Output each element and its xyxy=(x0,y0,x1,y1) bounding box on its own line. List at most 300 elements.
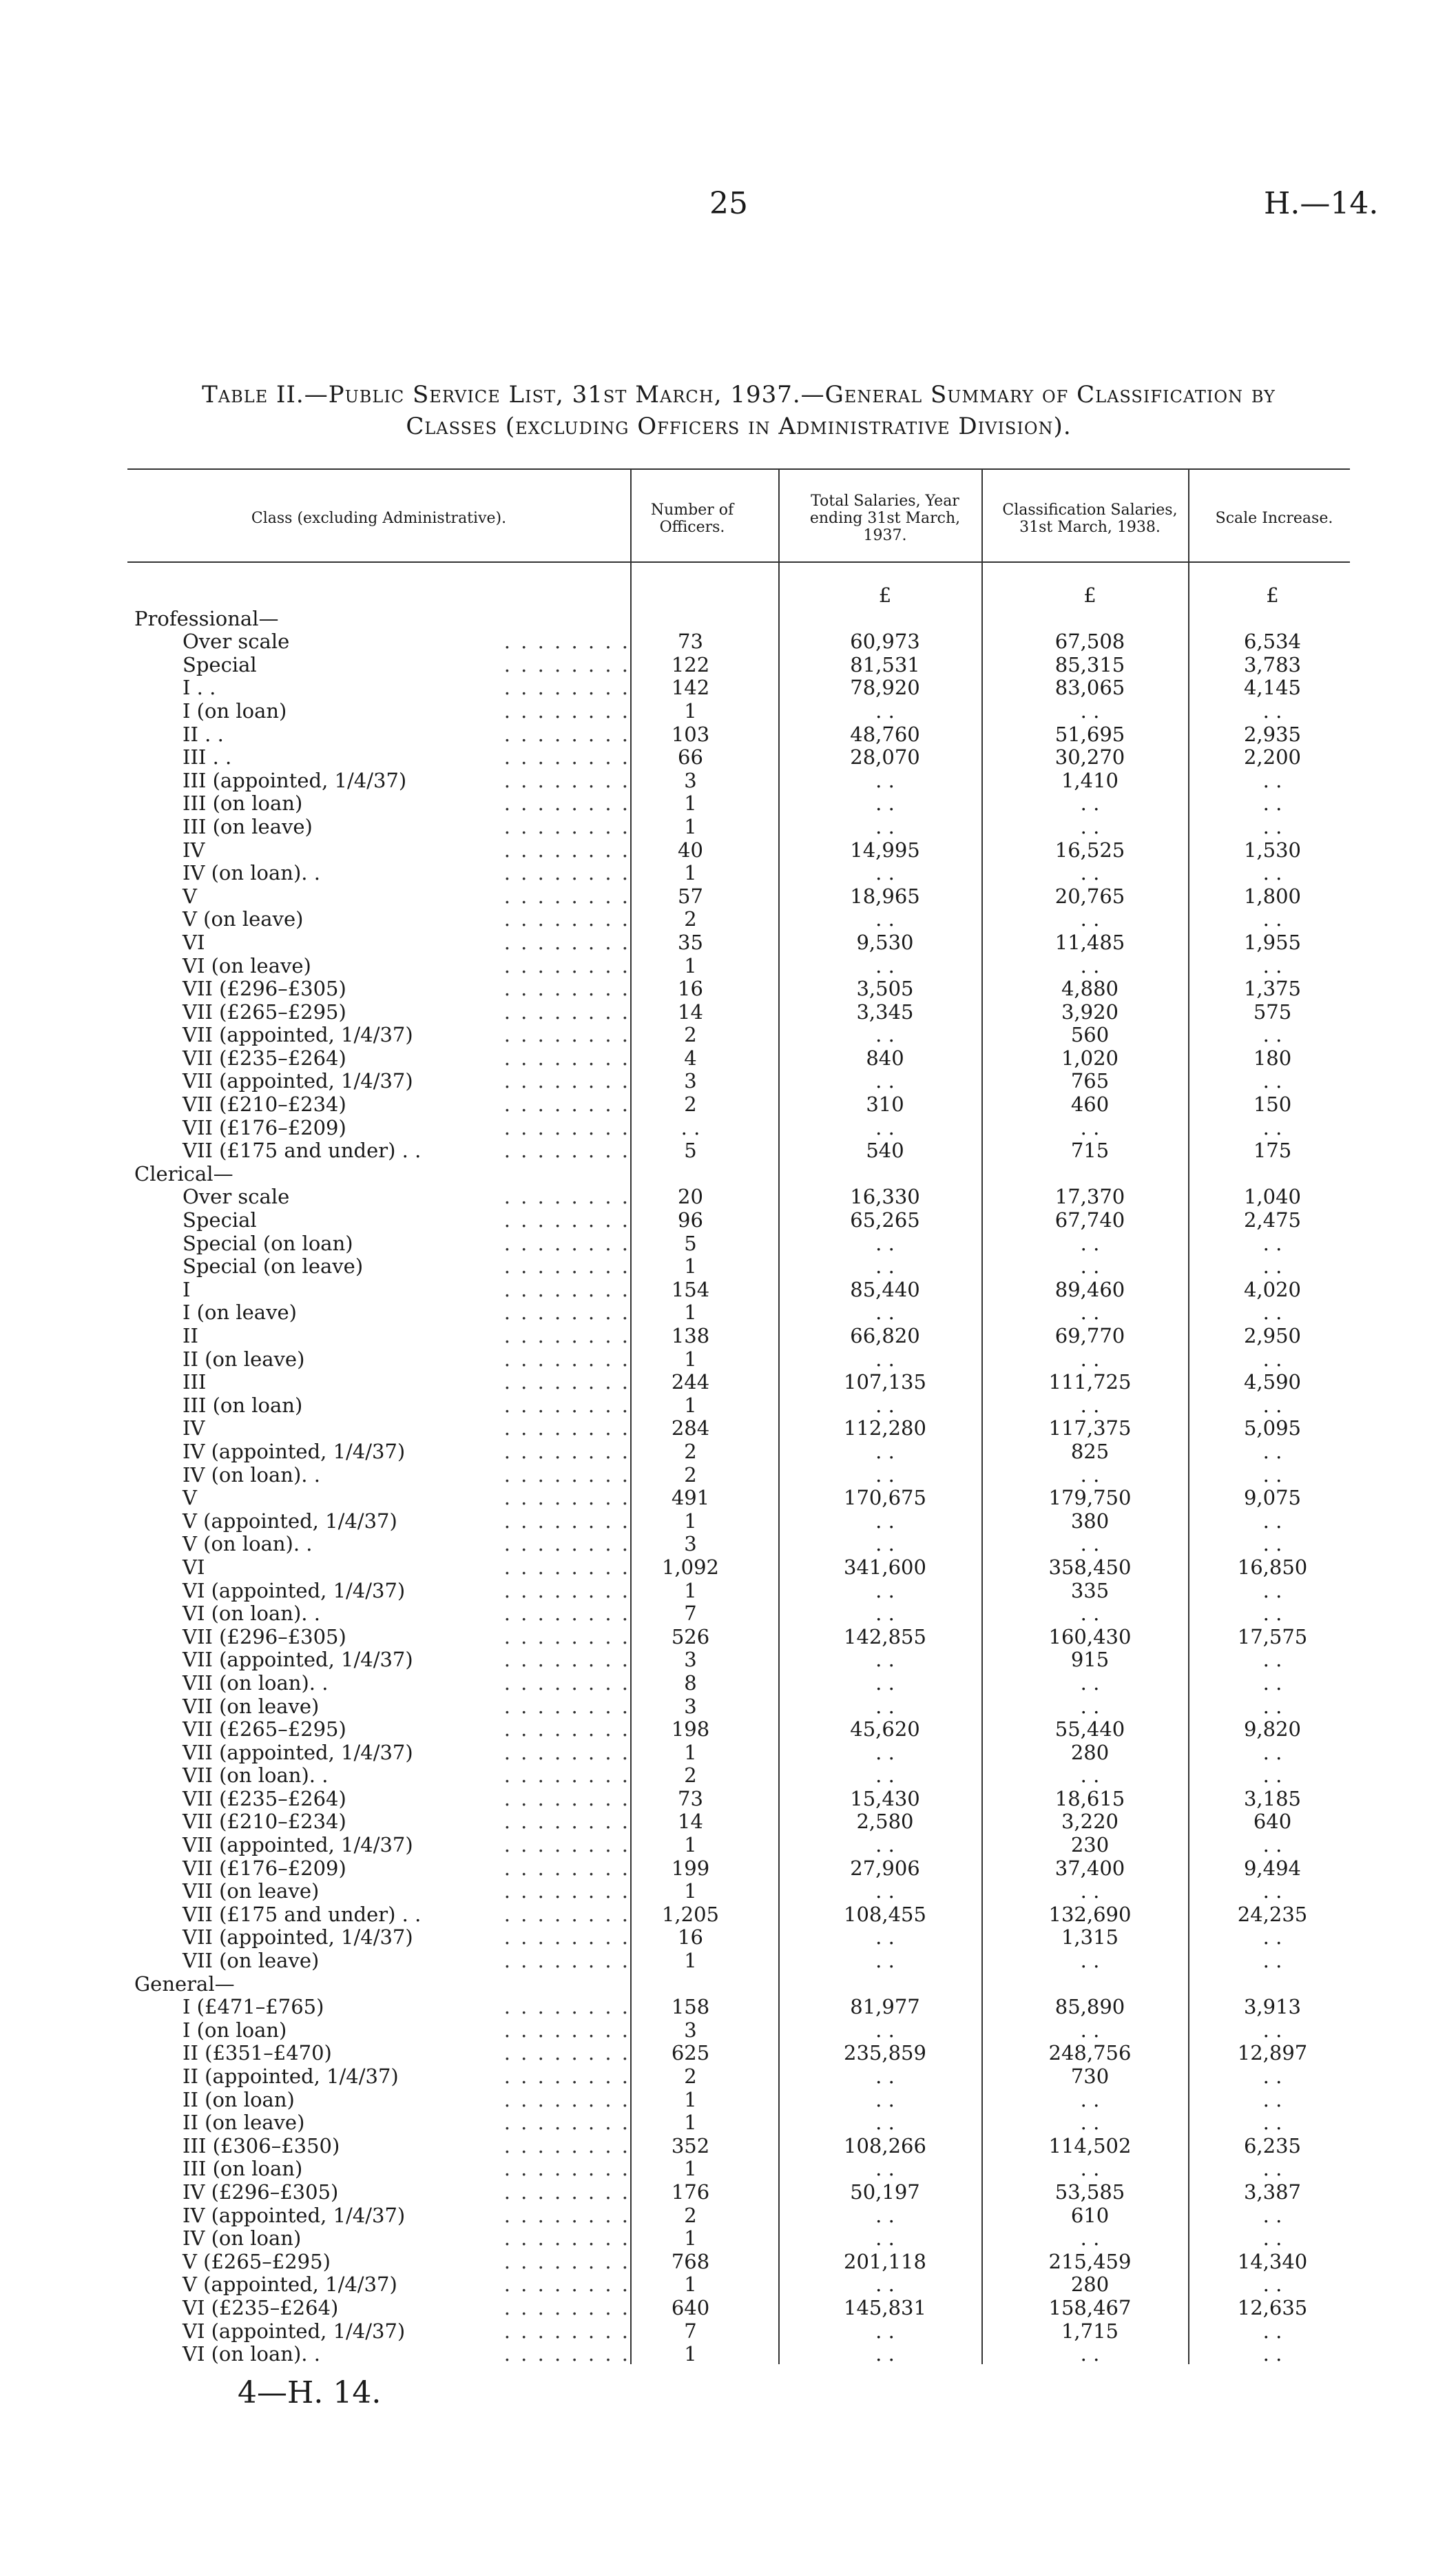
table-row xyxy=(0,2065,1456,2089)
row-label: Special xyxy=(183,1208,257,1232)
scale-increase: . . xyxy=(1262,907,1282,931)
officers-count: 1 xyxy=(684,1833,697,1857)
table-row xyxy=(0,1301,1456,1325)
classification-salaries: £ xyxy=(1083,583,1096,607)
scale-increase: 3,783 xyxy=(1243,652,1302,676)
row-label: I (£471–£765) xyxy=(183,1995,324,2019)
classification-salaries: 4,880 xyxy=(1061,977,1119,1001)
scale-increase: 17,575 xyxy=(1237,1624,1308,1648)
table-row xyxy=(0,2019,1456,2042)
officers-count: 122 xyxy=(671,652,710,676)
total-salaries: 15,430 xyxy=(850,1786,920,1810)
total-salaries: 85,440 xyxy=(850,1277,920,1301)
classification-salaries: . . xyxy=(1080,2226,1100,2251)
total-salaries: . . xyxy=(875,1462,895,1487)
header-rule-top xyxy=(127,468,1350,470)
scale-increase: 1,040 xyxy=(1243,1185,1302,1209)
total-salaries: . . xyxy=(875,2157,895,2181)
table-row xyxy=(0,2042,1456,2065)
row-label: VI (appointed, 1/4/37) xyxy=(183,1578,406,1602)
officers-count: 1 xyxy=(684,2273,697,2297)
scale-increase: 9,820 xyxy=(1243,1717,1302,1741)
officers-count: 73 xyxy=(678,630,703,654)
scale-increase: 2,935 xyxy=(1243,722,1302,746)
row-label: I (on loan) xyxy=(183,2018,287,2042)
classification-salaries: . . xyxy=(1080,2111,1100,2135)
row-label: I . . xyxy=(183,676,216,700)
classification-salaries: . . xyxy=(1080,2018,1100,2042)
classification-salaries: 18,615 xyxy=(1054,1786,1125,1810)
dot-leader: . . . . . . . . xyxy=(503,1301,630,1325)
table-row xyxy=(0,1348,1456,1372)
total-salaries: . . xyxy=(875,861,895,885)
officers-count: 16 xyxy=(678,977,703,1001)
officers-count: 57 xyxy=(678,884,703,908)
table-row xyxy=(0,1580,1456,1603)
table-row xyxy=(0,2089,1456,2112)
classification-salaries: . . xyxy=(1080,1670,1100,1695)
scale-increase: . . xyxy=(1262,1879,1282,1903)
row-label: IV (on loan) xyxy=(183,2226,302,2251)
classification-salaries: 215,459 xyxy=(1048,2249,1132,2273)
table-row xyxy=(0,1139,1456,1163)
total-salaries: 3,505 xyxy=(856,977,914,1001)
classification-salaries: . . xyxy=(1080,814,1100,838)
row-label: VII (appointed, 1/4/37) xyxy=(183,1648,413,1672)
scale-increase: 2,950 xyxy=(1243,1324,1302,1347)
row-label: VII (£175 and under) . . xyxy=(183,1139,422,1163)
row-label: VII (£296–£305) xyxy=(183,1624,346,1648)
officers-count: 96 xyxy=(678,1208,703,1232)
row-label: II (on leave) xyxy=(183,2111,305,2135)
row-label: VII (appointed, 1/4/37) xyxy=(183,1069,413,1093)
total-salaries: 50,197 xyxy=(850,2180,920,2204)
table-title-line-1: Table II.—Public Service List, 31st March, 1937.—General Summary of Classification by xyxy=(202,381,1276,408)
total-salaries: . . xyxy=(875,1023,895,1047)
dot-leader: . . . . . . . . xyxy=(503,2157,630,2181)
table-row xyxy=(0,885,1456,909)
table-row xyxy=(0,1949,1456,1973)
scale-increase: . . xyxy=(1262,814,1282,838)
total-salaries: 540 xyxy=(866,1139,904,1163)
dot-leader: . . . . . . . . xyxy=(503,2295,630,2319)
dot-leader: . . . . . . . . xyxy=(503,768,630,792)
officers-count: 35 xyxy=(678,930,703,954)
officers-count: 1 xyxy=(684,1347,697,1371)
row-label: VI (£235–£264) xyxy=(183,2295,339,2319)
row-label: VII (on loan). . xyxy=(183,1670,329,1695)
officers-count: 3 xyxy=(684,2018,697,2042)
classification-salaries: 30,270 xyxy=(1054,745,1125,769)
total-salaries: 108,266 xyxy=(844,2133,926,2158)
row-label: IV xyxy=(183,1416,205,1440)
dot-leader: . . . . . . . . xyxy=(503,1717,630,1741)
row-label: Professional— xyxy=(134,606,279,630)
scale-increase: . . xyxy=(1262,1578,1282,1602)
officers-count: 1 xyxy=(684,792,697,816)
table-row xyxy=(0,955,1456,978)
officers-count: 1,092 xyxy=(661,1555,720,1579)
total-salaries: 66,820 xyxy=(850,1324,920,1347)
dot-leader: . . . . . . . . xyxy=(503,745,630,769)
total-salaries: 78,920 xyxy=(850,676,920,700)
classification-salaries: 55,440 xyxy=(1054,1717,1125,1741)
dot-leader: . . . . . . . . xyxy=(503,1578,630,1602)
table-row xyxy=(0,700,1456,723)
row-label: VII (£176–£209) xyxy=(183,1856,346,1880)
classification-salaries: 1,315 xyxy=(1061,1925,1119,1949)
officers-count: 199 xyxy=(671,1856,710,1880)
total-salaries: . . xyxy=(875,1694,895,1718)
scale-increase: . . xyxy=(1262,2342,1282,2366)
scale-increase: . . xyxy=(1262,2065,1282,2088)
officers-count: 3 xyxy=(684,1694,697,1718)
classification-salaries: . . xyxy=(1080,1949,1100,1973)
classification-salaries: . . xyxy=(1080,792,1100,816)
officers-count: 526 xyxy=(671,1624,710,1648)
row-label: VI xyxy=(183,930,205,954)
row-label: V (appointed, 1/4/37) xyxy=(183,2273,397,2297)
dot-leader: . . . . . . . . xyxy=(503,1925,630,1949)
total-salaries: . . xyxy=(875,2018,895,2042)
total-salaries: . . xyxy=(875,1763,895,1788)
total-salaries: 27,906 xyxy=(850,1856,920,1880)
classification-salaries: 280 xyxy=(1070,1740,1110,1764)
scale-increase: . . xyxy=(1262,2157,1282,2181)
row-label: IV (appointed, 1/4/37) xyxy=(183,1439,406,1463)
table-row xyxy=(0,1695,1456,1719)
total-salaries: . . xyxy=(875,2226,895,2251)
dot-leader: . . . . . . . . xyxy=(503,1532,630,1556)
table-row xyxy=(0,1440,1456,1464)
dot-leader: . . . . . . . . xyxy=(503,2018,630,2042)
officers-count: 2 xyxy=(684,1439,697,1463)
classification-salaries: 132,690 xyxy=(1048,1902,1132,1926)
classification-salaries: 117,375 xyxy=(1048,1416,1132,1440)
classification-salaries: 37,400 xyxy=(1054,1856,1125,1880)
row-label: I (on loan) xyxy=(183,699,287,723)
dot-leader: . . . . . . . . xyxy=(503,1370,630,1394)
section-heading-row xyxy=(0,1973,1456,1996)
dot-leader: . . . . . . . . xyxy=(503,1810,630,1834)
officers-count: 1 xyxy=(684,1949,697,1973)
table-row xyxy=(0,2158,1456,2181)
dot-leader: . . . . . . . . xyxy=(503,2273,630,2297)
total-salaries: . . xyxy=(875,1648,895,1672)
table-row xyxy=(0,1996,1456,2019)
header-rule-bottom xyxy=(127,561,1350,563)
column-header-total-salaries: Total Salaries, Year ending 31st March, 1937. xyxy=(809,493,961,544)
officers-count: 176 xyxy=(671,2180,710,2204)
officers-count: 14 xyxy=(678,1810,703,1834)
table-row xyxy=(0,1279,1456,1302)
classification-salaries: . . xyxy=(1080,1763,1100,1788)
row-label: II (appointed, 1/4/37) xyxy=(183,2065,399,2088)
total-salaries: . . xyxy=(875,1602,895,1626)
scale-increase: 4,020 xyxy=(1243,1277,1302,1301)
table-row xyxy=(0,584,1456,608)
table-row xyxy=(0,1510,1456,1533)
total-salaries: . . xyxy=(875,1833,895,1857)
scale-increase: 175 xyxy=(1253,1139,1292,1163)
dot-leader: . . . . . . . . xyxy=(503,1509,630,1533)
total-salaries: . . xyxy=(875,1532,895,1556)
row-label: VII (£265–£295) xyxy=(183,1717,346,1741)
row-label: VII (£296–£305) xyxy=(183,977,346,1001)
table-row xyxy=(0,630,1456,654)
scale-increase: . . xyxy=(1262,2203,1282,2227)
officers-count: 1 xyxy=(684,699,697,723)
dot-leader: . . . . . . . . xyxy=(503,1856,630,1880)
dot-leader: . . . . . . . . xyxy=(503,2226,630,2251)
scale-increase: . . xyxy=(1262,1301,1282,1325)
table-row xyxy=(0,1186,1456,1209)
classification-salaries: 17,370 xyxy=(1054,1185,1125,1209)
total-salaries: 48,760 xyxy=(850,722,920,746)
classification-salaries: . . xyxy=(1080,1694,1100,1718)
classification-salaries: 280 xyxy=(1070,2273,1110,2297)
total-salaries: . . xyxy=(875,907,895,931)
officers-count: 1 xyxy=(684,2342,697,2366)
total-salaries: . . xyxy=(875,1509,895,1533)
dot-leader: . . . . . . . . xyxy=(503,1093,630,1117)
scale-increase: 9,494 xyxy=(1243,1856,1302,1880)
officers-count: . . xyxy=(680,1115,700,1139)
scale-increase: 3,387 xyxy=(1243,2180,1302,2204)
classification-salaries: 335 xyxy=(1070,1578,1110,1602)
table-row xyxy=(0,977,1456,1001)
dot-leader: . . . . . . . . xyxy=(503,1648,630,1672)
table-row xyxy=(0,1741,1456,1765)
total-salaries: . . xyxy=(875,1578,895,1602)
total-salaries: 201,118 xyxy=(844,2249,926,2273)
dot-leader: . . . . . . . . xyxy=(503,1740,630,1764)
classification-salaries: 85,890 xyxy=(1054,1995,1125,2019)
scale-increase: . . xyxy=(1262,1462,1282,1487)
table-row xyxy=(0,1880,1456,1903)
officers-count: 1 xyxy=(684,1879,697,1903)
dot-leader: . . . . . . . . xyxy=(503,884,630,908)
scale-increase: 1,530 xyxy=(1243,838,1302,862)
scale-increase: 575 xyxy=(1253,1000,1292,1024)
classification-salaries: 160,430 xyxy=(1048,1624,1132,1648)
row-label: VII (£235–£264) xyxy=(183,1786,346,1810)
scale-increase: . . xyxy=(1262,1763,1282,1788)
dot-leader: . . . . . . . . xyxy=(503,977,630,1001)
officers-count: 1 xyxy=(684,1509,697,1533)
dot-leader: . . . . . . . . xyxy=(503,1046,630,1070)
scale-increase: . . xyxy=(1262,1532,1282,1556)
total-salaries: . . xyxy=(875,1879,895,1903)
scale-increase: 4,590 xyxy=(1243,1370,1302,1394)
dot-leader: . . . . . . . . xyxy=(503,861,630,885)
dot-leader: . . . . . . . . xyxy=(503,699,630,723)
dot-leader: . . . . . . . . xyxy=(503,1000,630,1024)
row-label: I (on leave) xyxy=(183,1301,297,1325)
dot-leader: . . . . . . . . xyxy=(503,2342,630,2366)
classification-salaries: 20,765 xyxy=(1054,884,1125,908)
total-salaries: 60,973 xyxy=(850,630,920,654)
total-salaries: 81,977 xyxy=(850,1995,920,2019)
table-row xyxy=(0,1464,1456,1487)
row-label: Clerical— xyxy=(134,1161,233,1186)
scale-increase: . . xyxy=(1262,1023,1282,1047)
total-salaries: . . xyxy=(875,1393,895,1417)
row-label: IV (on loan). . xyxy=(183,861,320,885)
table-row xyxy=(0,1371,1456,1394)
classification-salaries: 915 xyxy=(1070,1648,1110,1672)
officers-count: 2 xyxy=(684,2065,697,2088)
total-salaries: . . xyxy=(875,953,895,977)
table-row xyxy=(0,862,1456,885)
classification-salaries: 158,467 xyxy=(1048,2295,1132,2319)
scale-increase: . . xyxy=(1262,1439,1282,1463)
dot-leader: . . . . . . . . xyxy=(503,652,630,676)
total-salaries: . . xyxy=(875,1301,895,1325)
classification-salaries: 1,020 xyxy=(1061,1046,1119,1070)
total-salaries: 16,330 xyxy=(850,1185,920,1209)
table-row xyxy=(0,1648,1456,1672)
dot-leader: . . . . . . . . xyxy=(503,2087,630,2111)
total-salaries: 107,135 xyxy=(844,1370,926,1394)
officers-count: 768 xyxy=(671,2249,710,2273)
table-row xyxy=(0,2204,1456,2228)
total-salaries: 2,580 xyxy=(856,1810,914,1834)
scale-increase: . . xyxy=(1262,1925,1282,1949)
scale-increase: . . xyxy=(1262,1347,1282,1371)
row-label: Special (on leave) xyxy=(183,1254,364,1279)
scale-increase: . . xyxy=(1262,953,1282,977)
classification-salaries: 85,315 xyxy=(1054,652,1125,676)
officers-count: 3 xyxy=(684,1648,697,1672)
total-salaries: 310 xyxy=(866,1093,904,1117)
table-row xyxy=(0,1325,1456,1348)
total-salaries: 341,600 xyxy=(844,1555,926,1579)
officers-count: 244 xyxy=(671,1370,710,1394)
row-label: Over scale xyxy=(183,630,290,654)
dot-leader: . . . . . . . . xyxy=(503,2041,630,2065)
total-salaries: 3,345 xyxy=(856,1000,914,1024)
classification-salaries: 715 xyxy=(1070,1139,1110,1163)
scale-increase: . . xyxy=(1262,2087,1282,2111)
classification-salaries: 460 xyxy=(1070,1093,1110,1117)
row-label: VII (on leave) xyxy=(183,1949,320,1973)
dot-leader: . . . . . . . . xyxy=(503,1069,630,1093)
table-row xyxy=(0,769,1456,793)
dot-leader: . . . . . . . . xyxy=(503,1949,630,1973)
classification-salaries: 1,410 xyxy=(1061,768,1119,792)
table-row xyxy=(0,2251,1456,2274)
scale-increase: 2,200 xyxy=(1243,745,1302,769)
dot-leader: . . . . . . . . xyxy=(503,1486,630,1510)
total-salaries: 28,070 xyxy=(850,745,920,769)
total-salaries: . . xyxy=(875,814,895,838)
classification-salaries: 380 xyxy=(1070,1509,1110,1533)
total-salaries: . . xyxy=(875,768,895,792)
section-heading-row xyxy=(0,1163,1456,1186)
dot-leader: . . . . . . . . xyxy=(503,1231,630,1255)
total-salaries: 112,280 xyxy=(844,1416,926,1440)
dot-leader: . . . . . . . . xyxy=(503,2133,630,2158)
total-salaries: 81,531 xyxy=(850,652,920,676)
dot-leader: . . . . . . . . xyxy=(503,1254,630,1279)
officers-count: 1 xyxy=(684,814,697,838)
officers-count: 1 xyxy=(684,861,697,885)
table-row xyxy=(0,1903,1456,1927)
row-label: VII (on leave) xyxy=(183,1879,320,1903)
scale-increase: 1,955 xyxy=(1243,930,1302,954)
table-row xyxy=(0,839,1456,862)
table-title xyxy=(127,379,1350,442)
scale-increase: . . xyxy=(1262,768,1282,792)
row-label: VII (£265–£295) xyxy=(183,1000,346,1024)
table-row xyxy=(0,676,1456,700)
total-salaries: . . xyxy=(875,2087,895,2111)
dot-leader: . . . . . . . . xyxy=(503,2111,630,2135)
officers-count: 2 xyxy=(684,1462,697,1487)
scale-increase: 12,897 xyxy=(1237,2041,1308,2065)
classification-salaries: . . xyxy=(1080,1115,1100,1139)
officers-count: 1 xyxy=(684,1740,697,1764)
officers-count: 1 xyxy=(684,2157,697,2181)
scale-increase: . . xyxy=(1262,1393,1282,1417)
dot-leader: . . . . . . . . xyxy=(503,2249,630,2273)
dot-leader: . . . . . . . . xyxy=(503,1786,630,1810)
table-row xyxy=(0,792,1456,816)
table-row xyxy=(0,2111,1456,2135)
row-label: VII (£176–£209) xyxy=(183,1115,346,1139)
dot-leader: . . . . . . . . xyxy=(503,722,630,746)
officers-count: 5 xyxy=(684,1231,697,1255)
column-header-number: Number of Officers. xyxy=(650,501,734,536)
row-label: V (on leave) xyxy=(183,907,304,931)
total-salaries: . . xyxy=(875,2203,895,2227)
officers-count: 73 xyxy=(678,1786,703,1810)
row-label: VII (on loan). . xyxy=(183,1763,329,1788)
total-salaries: 108,455 xyxy=(844,1902,926,1926)
scale-increase: . . xyxy=(1262,861,1282,885)
row-label: VII (appointed, 1/4/37) xyxy=(183,1833,413,1857)
classification-salaries: 69,770 xyxy=(1054,1324,1125,1347)
row-label: V (£265–£295) xyxy=(183,2249,331,2273)
row-label: General— xyxy=(134,1972,235,1996)
scale-increase: 640 xyxy=(1253,1810,1292,1834)
table-row xyxy=(0,1626,1456,1649)
dot-leader: . . . . . . . . xyxy=(503,930,630,954)
dot-leader: . . . . . . . . xyxy=(503,1833,630,1857)
row-label: III (£306–£350) xyxy=(183,2133,340,2158)
scale-increase: . . xyxy=(1262,2226,1282,2251)
dot-leader: . . . . . . . . xyxy=(503,1023,630,1047)
table-row xyxy=(0,2297,1456,2320)
table-row xyxy=(0,1602,1456,1626)
officers-count: 14 xyxy=(678,1000,703,1024)
classification-salaries: 610 xyxy=(1070,2203,1110,2227)
officers-count: 3 xyxy=(684,768,697,792)
officers-count: 2 xyxy=(684,1763,697,1788)
table-row xyxy=(0,908,1456,931)
total-salaries: . . xyxy=(875,2342,895,2366)
scale-increase: 3,913 xyxy=(1243,1995,1302,2019)
officers-count: 4 xyxy=(684,1046,697,1070)
row-label: VII (£210–£234) xyxy=(183,1093,346,1117)
total-salaries: £ xyxy=(878,583,892,607)
dot-leader: . . . . . . . . xyxy=(503,2180,630,2204)
classification-salaries: . . xyxy=(1080,953,1100,977)
table-row xyxy=(0,2320,1456,2344)
scale-increase: 6,534 xyxy=(1243,630,1302,654)
table-row xyxy=(0,1533,1456,1556)
